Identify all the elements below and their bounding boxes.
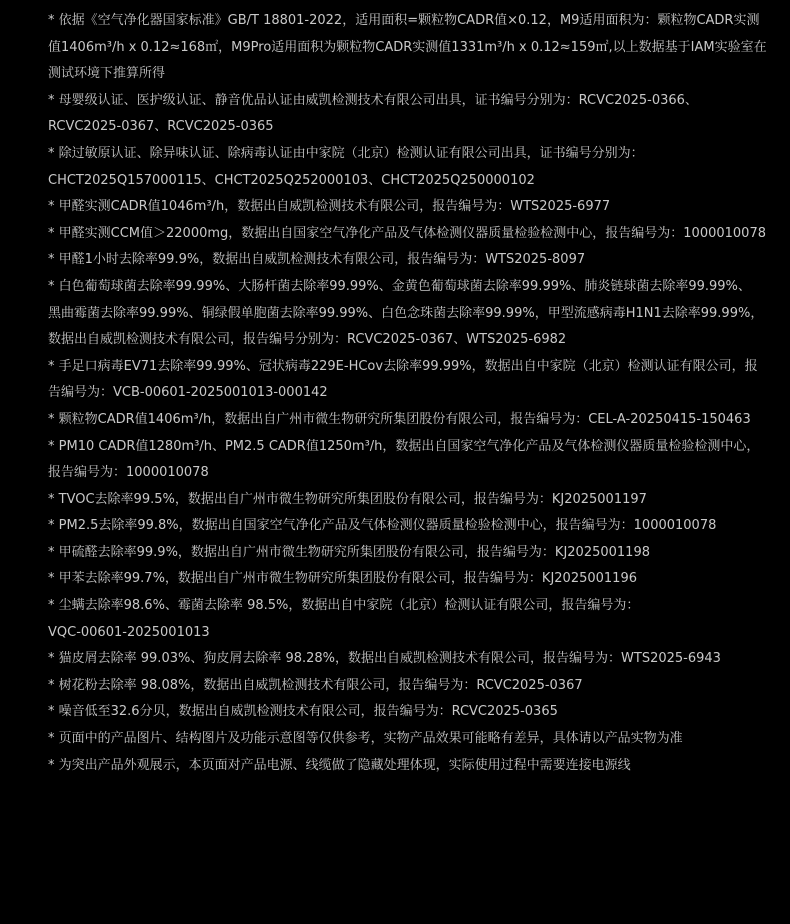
note-tvoc-removal: * TVOC去除率99.5%，数据出自广州市微生物研究所集团股份有限公司，报告编号为：KJ2025001197 [48,491,647,507]
disclaimer-notes [0,8,790,779]
note-certification-weikai: * 母婴级认证、医护级认证、静音优品认证由威凯检测技术有限公司出具，证书编号分别为：RCVC2025-0366、 RCVC2025-0367、RCVC2025-0365 [48,92,698,135]
note-pm-cadr: * PM10 CADR值1280m³/h、PM2.5 CADR值1250m³/h，数据出自国家空气净化产品及气体检测仪器质量检验检测中心， 报告编号为：1000010078 [48,438,760,481]
note-particle-cadr: * 颗粒物CADR值1406m³/h，数据出自广州市微生物研究所集团股份有限公司，报告编号为：CEL-A-20250415-150463 [48,411,751,427]
note-noise-level: * 噪音低至32.6分贝，数据出自威凯检测技术有限公司，报告编号为：RCVC2025-0365 [48,704,558,720]
note-mite-mold-removal: * 尘螨去除率98.6%、霉菌去除率 98.5%，数据出自中家院（北京）检测认证有限公司，报告编号为： VQC-00601-2025001013 [48,598,640,640]
note-formaldehyde-cadr: * 甲醛实测CADR值1046m³/h，数据出自威凯检测技术有限公司，报告编号为：WTS2025-6977 [48,199,611,215]
note-bacteria-removal: * 白色葡萄球菌去除率99.99%、大肠杆菌去除率99.99%、金黄色葡萄球菌去除率99.99%、肺炎链球菌去除率99.99%、 黑曲霉菌去除率99.99%、铜绿假单胞菌去除率99.99%、白色念珠菌去除率99.99%，甲型流感病毒H1N1去除率99.99%， 数据出自威凯检测技术有限公司，报告编号分别为：RCVC2025-0367、WTS2025-6982 [48,278,764,348]
note-certification-zhongjiayuan: * 除过敏原认证、除异味认证、除病毒认证由中家院（北京）检测认证有限公司出具，证书编号分别为： CHCT2025Q157000115、CHCT2025Q252000103、CHCT2025Q250000102 [48,145,644,188]
note-formaldehyde-ccm: * 甲醛实测CCM值＞22000mg，数据出自国家空气净化产品及气体检测仪器质量检验检测中心，报告编号为：1000010078 [48,225,766,241]
note-cable-disclaimer: * 为突出产品外观展示，本页面对产品电源、线缆做了隐藏处理体现，实际使用过程中需要连接电源线 [48,757,631,773]
note-pet-dander-removal: * 猫皮屑去除率 99.03%、狗皮屑去除率 98.28%，数据出自威凯检测技术有限公司，报告编号为：WTS2025-6943 [48,651,721,667]
note-toluene-removal: * 甲苯去除率99.7%，数据出自广州市微生物研究所集团股份有限公司，报告编号为：KJ2025001196 [48,571,637,587]
note-virus-removal: * 手足口病毒EV71去除率99.99%、冠状病毒229E-HCov去除率99.99%，数据出自中家院（北京）检测认证有限公司，报 告编号为：VCB-00601-2025001013-000142 [48,358,758,401]
note-formaldehyde-removal: * 甲醛1小时去除率99.9%，数据出自威凯检测技术有限公司，报告编号为：WTS2025-8097 [48,252,586,268]
note-methylthio-removal: * 甲硫醛去除率99.9%，数据出自广州市微生物研究所集团股份有限公司，报告编号为：KJ2025001198 [48,544,650,560]
note-area-calculation: * 依据《空气净化器国家标准》GB/T 18801-2022，适用面积=颗粒物CADR值×0.12，M9适用面积为：颗粒物CADR实测 值1406m³/h x 0.12≈168㎡，M9Pro适用面积为颗粒物CADR实测值1331m³/h x 0.12≈159㎡,以上数据基于IAM实验室在 测试环境下推算所得 [48,13,767,82]
note-image-disclaimer: * 页面中的产品图片、结构图片及功能示意图等仅供参考，实物产品效果可能略有差异，具体请以产品实物为准 [48,731,683,747]
note-pm25-removal: * PM2.5去除率99.8%，数据出自国家空气净化产品及气体检测仪器质量检验检测中心，报告编号为：1000010078 [48,518,717,534]
note-pollen-removal: * 树花粉去除率 98.08%，数据出自威凯检测技术有限公司，报告编号为：RCVC2025-0367 [48,677,583,693]
